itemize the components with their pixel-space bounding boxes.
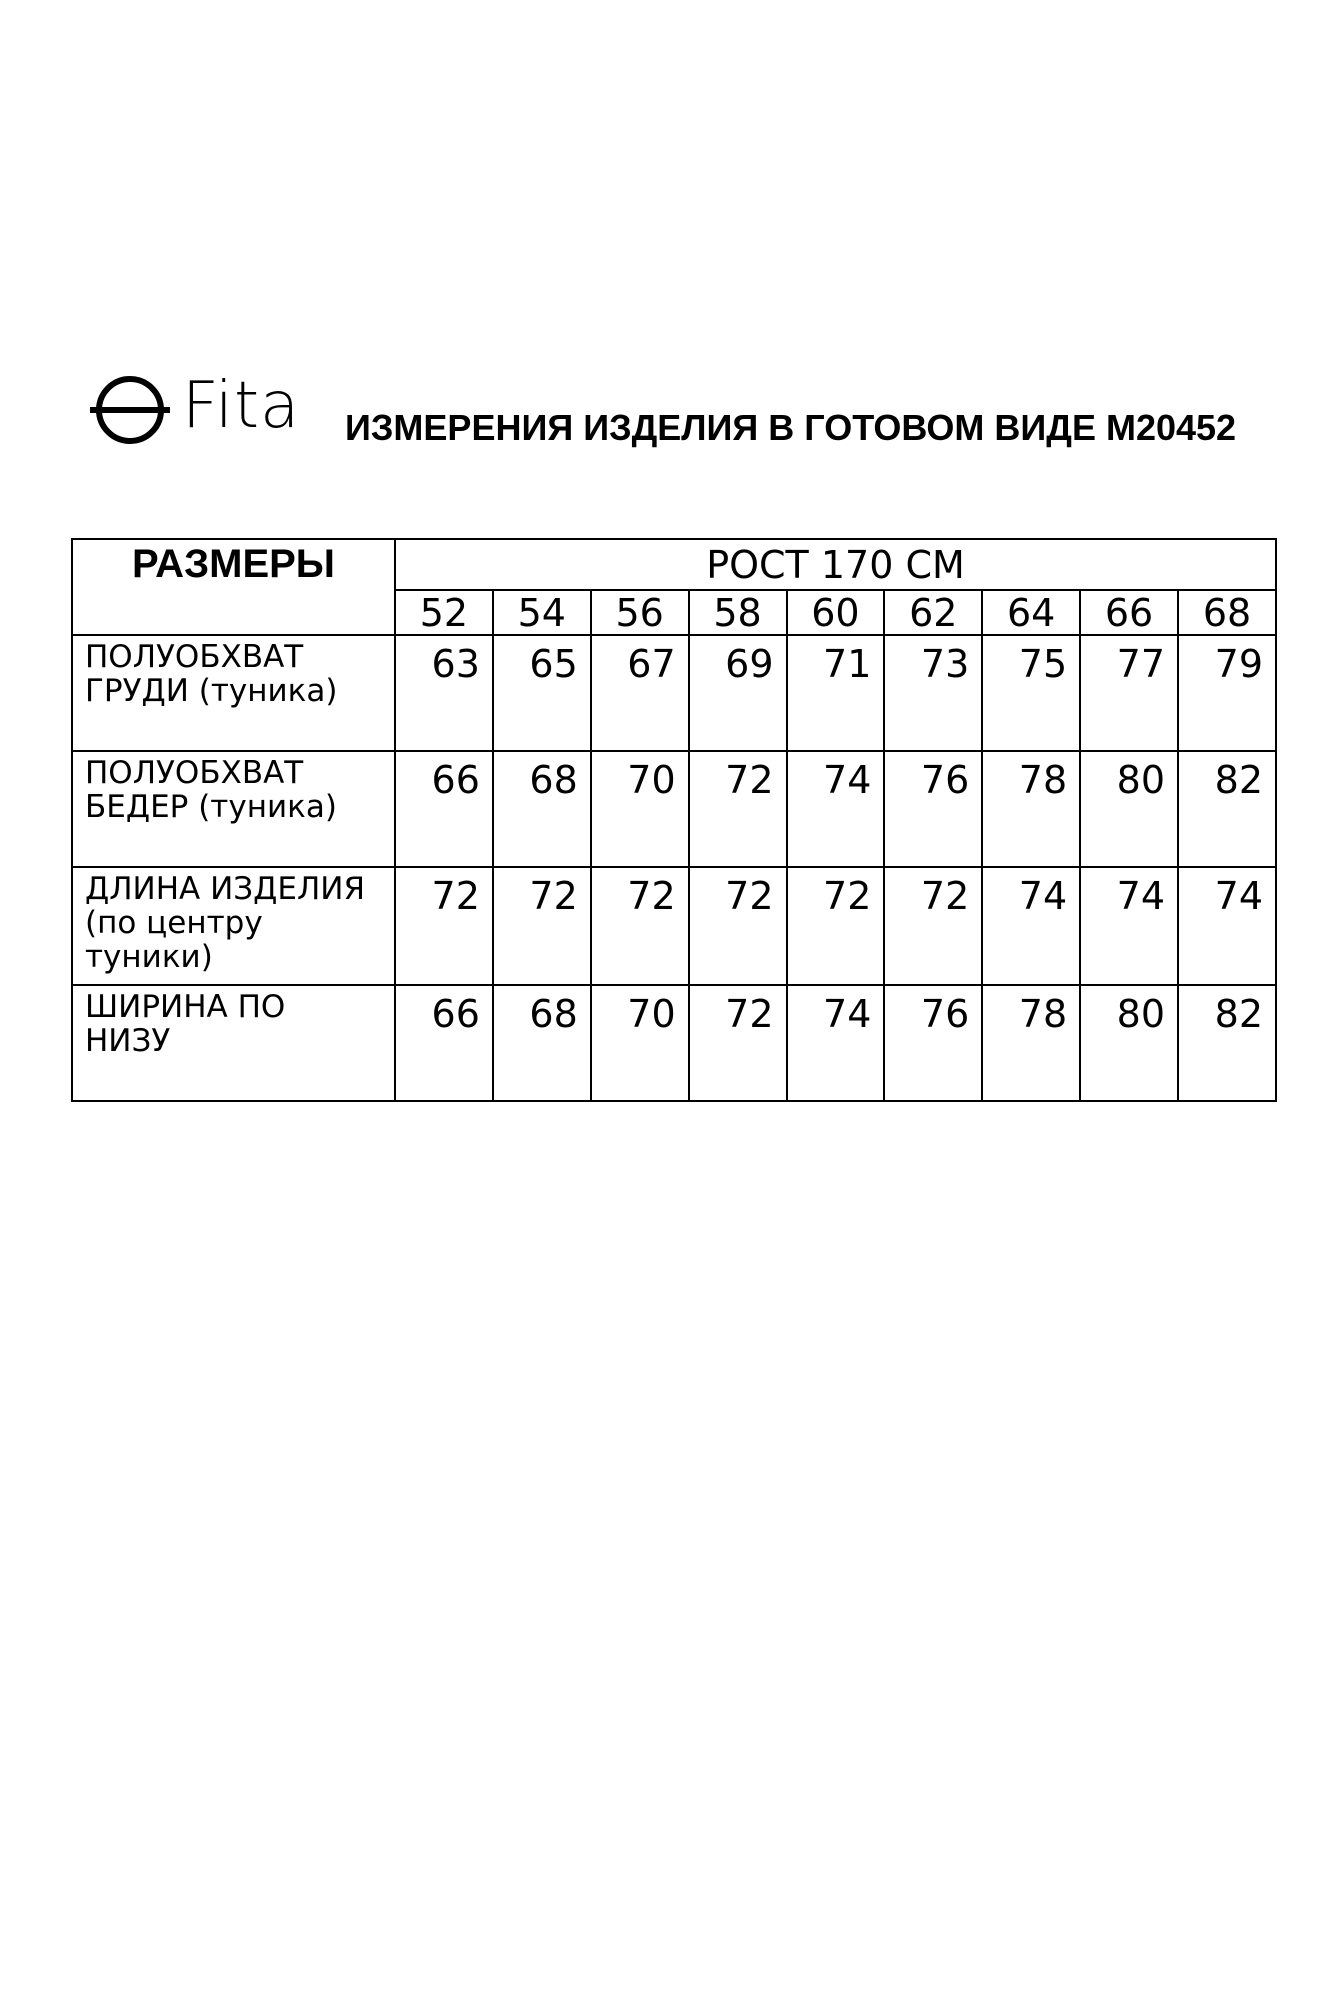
table-cell: 72 (787, 867, 885, 985)
table-cell: 66 (395, 985, 493, 1101)
size-header-cell: 54 (493, 590, 591, 635)
table-cell: 80 (1080, 751, 1178, 867)
table-cell: 72 (689, 867, 787, 985)
table-cell: 63 (395, 635, 493, 751)
row-label: ШИРИНА ПО НИЗУ (72, 985, 395, 1101)
size-header-cell: 64 (982, 590, 1080, 635)
table-cell: 67 (591, 635, 689, 751)
table-cell: 74 (787, 985, 885, 1101)
table-row-length (72, 867, 1276, 985)
table-cell: 73 (884, 635, 982, 751)
table-cell: 72 (689, 751, 787, 867)
table-cell: 72 (591, 867, 689, 985)
table-cell: 69 (689, 635, 787, 751)
size-header-cell: 56 (591, 590, 689, 635)
size-measurements-table (71, 538, 1277, 1102)
height-header-label: РОСТ 170 СМ (395, 539, 1276, 590)
size-header-cell: 58 (689, 590, 787, 635)
table-cell: 75 (982, 635, 1080, 751)
brand-logo (90, 368, 315, 448)
table-row-hips (72, 751, 1276, 867)
table-row-bottom-width (72, 985, 1276, 1101)
table-cell: 68 (493, 751, 591, 867)
size-header-cell: 62 (884, 590, 982, 635)
table-cell: 82 (1178, 751, 1276, 867)
table-cell: 80 (1080, 985, 1178, 1101)
table-cell: 74 (982, 867, 1080, 985)
table-cell: 70 (591, 751, 689, 867)
table-cell: 71 (787, 635, 885, 751)
table-cell: 72 (395, 867, 493, 985)
table-cell: 74 (1080, 867, 1178, 985)
table-cell: 78 (982, 985, 1080, 1101)
table-header-row (72, 539, 1276, 590)
table-cell: 74 (787, 751, 885, 867)
table-cell: 65 (493, 635, 591, 751)
brand-name: Fita (182, 369, 301, 443)
page-header (90, 368, 1270, 448)
size-header-cell: 66 (1080, 590, 1178, 635)
table-cell: 76 (884, 985, 982, 1101)
size-header-cell: 52 (395, 590, 493, 635)
table-cell: 78 (982, 751, 1080, 867)
row-label: ПОЛУОБХВАТ ГРУДИ (туника) (72, 635, 395, 751)
table-cell: 79 (1178, 635, 1276, 751)
row-label: ПОЛУОБХВАТ БЕДЕР (туника) (72, 751, 395, 867)
table-cell: 70 (591, 985, 689, 1101)
row-label: ДЛИНА ИЗДЕЛИЯ (по центру туники) (72, 867, 395, 985)
page-title: ИЗМЕРЕНИЯ ИЗДЕЛИЯ В ГОТОВОМ ВИДЕ M20452 (345, 407, 1237, 448)
table-row-chest (72, 635, 1276, 751)
table-cell: 77 (1080, 635, 1178, 751)
table-cell: 72 (689, 985, 787, 1101)
size-header-cell: 60 (787, 590, 885, 635)
sizes-header-label: РАЗМЕРЫ (72, 539, 395, 635)
table-cell: 74 (1178, 867, 1276, 985)
table-cell: 66 (395, 751, 493, 867)
table-cell: 82 (1178, 985, 1276, 1101)
table-cell: 72 (884, 867, 982, 985)
size-header-cell: 68 (1178, 590, 1276, 635)
table-cell: 68 (493, 985, 591, 1101)
theta-circle-logo-icon (90, 370, 170, 446)
table-cell: 76 (884, 751, 982, 867)
table-cell: 72 (493, 867, 591, 985)
